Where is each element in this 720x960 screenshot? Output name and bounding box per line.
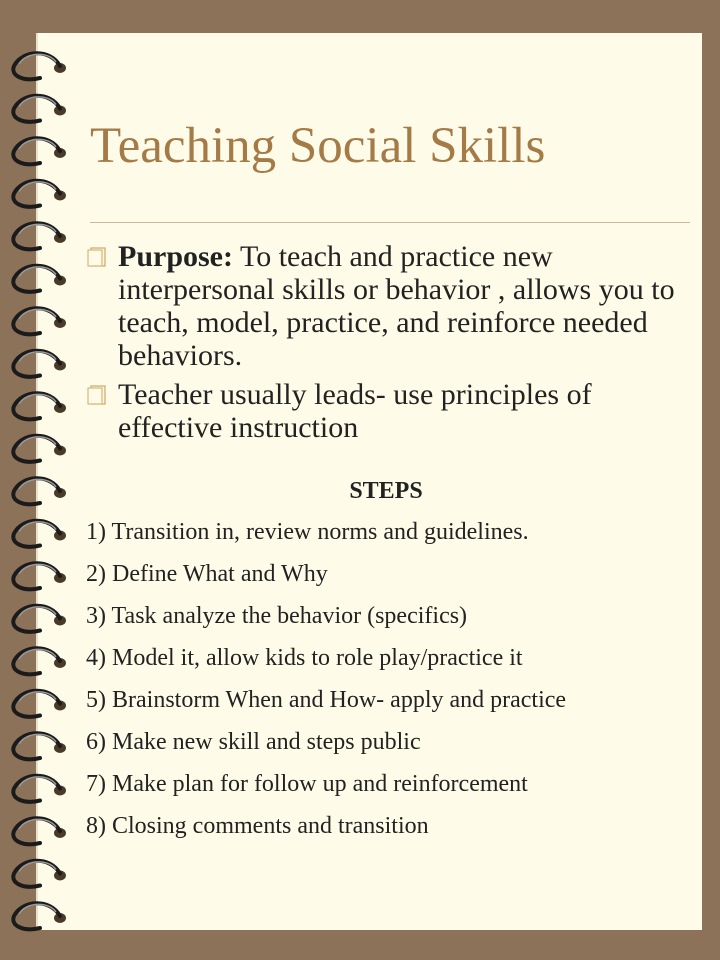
binding-ring (13, 351, 60, 377)
spiral-binding-icon (0, 0, 90, 960)
purpose-text: To teach and practice new interpersonal skills or behavior , allows you to teach, model, practice, and reinforce needed behaviors. (118, 240, 675, 372)
binding-ring (13, 903, 60, 929)
slide-title: Teaching Social Skills (90, 118, 546, 174)
steps-list (86, 518, 696, 854)
bullet-purpose (86, 240, 696, 372)
binding-ring (13, 308, 60, 334)
notebook-bullet-icon (86, 246, 108, 268)
binding-ring (13, 181, 60, 207)
teacher-text: Teacher usually leads- use principles of effective instruction (118, 378, 592, 444)
step-item: 8) Closing comments and transition (86, 813, 429, 839)
binding-ring (13, 776, 60, 802)
binding-ring (13, 436, 60, 462)
binding-ring (13, 606, 60, 632)
purpose-label: Purpose: (118, 240, 233, 273)
binding-ring (13, 563, 60, 589)
binding-ring (13, 733, 60, 759)
step-item: 6) Make new skill and steps public (86, 729, 421, 755)
binding-ring (13, 96, 60, 122)
binding-ring (13, 266, 60, 292)
step-item: 1) Transition in, review norms and guidelines. (86, 519, 529, 545)
bullet-teacher (86, 378, 696, 444)
binding-ring (13, 478, 60, 504)
step-item: 5) Brainstorm When and How- apply and practice (86, 687, 567, 713)
binding-ring (13, 521, 60, 547)
title-divider (90, 222, 690, 223)
binding-ring (13, 861, 60, 887)
step-item: 2) Define What and Why (86, 561, 328, 587)
binding-ring (13, 53, 60, 79)
step-item: 3) Task analyze the behavior (specifics) (86, 603, 468, 629)
binding-ring (13, 648, 60, 674)
binding-ring (13, 223, 60, 249)
binding-ring (13, 393, 60, 419)
step-item: 4) Model it, allow kids to role play/practice it (86, 645, 523, 671)
binding-ring (13, 138, 60, 164)
step-item: 7) Make plan for follow up and reinforcement (86, 771, 528, 797)
binding-ring (13, 691, 60, 717)
notebook-bullet-icon (86, 384, 108, 406)
steps-heading: STEPS (349, 478, 423, 504)
binding-ring (13, 818, 60, 844)
bullet-list (86, 240, 696, 450)
